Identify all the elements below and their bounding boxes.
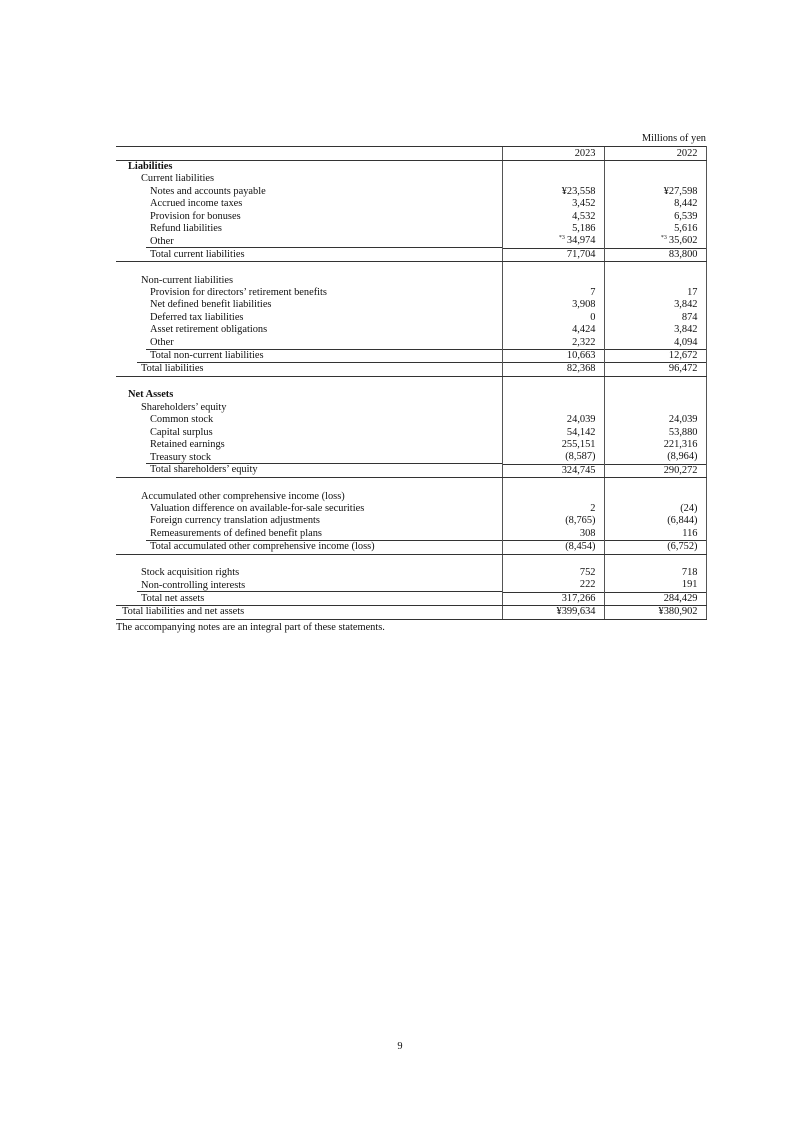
value-2022 <box>604 275 706 287</box>
value-2023 <box>502 198 604 210</box>
value-text: 8,442 <box>674 198 698 210</box>
value-2022 <box>604 606 706 619</box>
value-2023 <box>502 275 604 287</box>
value-2022 <box>604 248 706 261</box>
value-2022 <box>604 427 706 439</box>
value-2022 <box>604 389 706 401</box>
row-label: Accrued income taxes <box>150 198 243 210</box>
value-2023 <box>502 337 604 350</box>
balance-sheet <box>116 132 706 634</box>
value-text: 82,368 <box>566 363 596 375</box>
value-text: (24) <box>680 502 698 514</box>
value-2022 <box>604 592 706 605</box>
table-row <box>116 427 706 439</box>
value-2022 <box>604 350 706 363</box>
table-row <box>116 402 706 414</box>
value-2023 <box>502 312 604 324</box>
spacer-row <box>116 376 706 389</box>
value-2023 <box>502 554 604 567</box>
table-row <box>116 414 706 426</box>
value-2023 <box>502 427 604 439</box>
value-text: 5,186 <box>572 223 596 235</box>
value-text: 284,429 <box>663 592 698 604</box>
value-text: 3,842 <box>674 299 698 311</box>
value-2022 <box>604 554 706 567</box>
column-header-2023: 2023 <box>502 147 604 161</box>
value-2023 <box>502 439 604 451</box>
value-text: 4,532 <box>572 210 596 222</box>
value-2023 <box>502 363 604 376</box>
row-label: Other <box>150 336 174 348</box>
table-row <box>116 275 706 287</box>
row-label: Accumulated other comprehensive income (loss) <box>141 490 345 502</box>
value-2022 <box>604 503 706 515</box>
row-label <box>116 262 502 275</box>
value-text: 255,151 <box>561 438 596 450</box>
value-2023 <box>502 491 604 503</box>
value-2022 <box>604 173 706 185</box>
value-text: 752 <box>579 566 596 578</box>
value-text: 3,842 <box>674 324 698 336</box>
value-text: ¥399,634 <box>556 606 596 618</box>
value-text: 221,316 <box>663 438 698 450</box>
value-2023 <box>502 515 604 527</box>
row-label: Treasury stock <box>150 451 212 463</box>
value-2022 <box>604 235 706 248</box>
value-text: (8,454) <box>565 541 596 553</box>
value-text: 0 <box>590 311 596 323</box>
value-text: 24,039 <box>668 414 698 426</box>
value-text: 53,880 <box>668 426 698 438</box>
value-2023 <box>502 161 604 174</box>
row-label <box>116 554 502 567</box>
value-text: 35,602 <box>668 235 698 247</box>
value-text: 2 <box>590 502 596 514</box>
table-row <box>116 515 706 527</box>
table-row <box>116 287 706 299</box>
unit-label: Millions of yen <box>641 133 706 144</box>
row-label: Remeasurements of defined benefit plans <box>150 527 322 539</box>
value-text: 96,472 <box>668 363 698 375</box>
spacer-row <box>116 262 706 275</box>
value-2022 <box>604 541 706 554</box>
row-label: Other <box>150 235 174 247</box>
row-label: Common stock <box>150 414 214 426</box>
row-label: Total liabilities <box>116 363 502 376</box>
header-row <box>116 147 706 161</box>
footnote: The accompanying notes are an integral part of these statements. <box>116 621 385 633</box>
row-label: Stock acquisition rights <box>141 566 240 578</box>
value-text: 3,908 <box>572 299 596 311</box>
value-text: 3,452 <box>572 198 596 210</box>
row-label: Total shareholders’ equity <box>116 464 502 477</box>
header-label-cell <box>116 147 502 161</box>
value-text: 54,142 <box>566 426 596 438</box>
value-2022 <box>604 223 706 235</box>
table-row <box>116 299 706 311</box>
value-2022 <box>604 337 706 350</box>
value-text: 317,266 <box>561 592 596 604</box>
value-2023 <box>502 389 604 401</box>
value-2023 <box>502 503 604 515</box>
value-2023 <box>502 186 604 198</box>
value-2022 <box>604 198 706 210</box>
row-label: Provision for directors’ retirement benefits <box>150 287 327 299</box>
table-row <box>116 173 706 185</box>
value-2023 <box>502 211 604 223</box>
value-text: ¥27,598 <box>663 185 698 197</box>
value-text: 7 <box>590 287 596 299</box>
row-label: Shareholders’ equity <box>141 401 227 413</box>
value-2023 <box>502 579 604 592</box>
value-2022 <box>604 287 706 299</box>
value-2022 <box>604 579 706 592</box>
value-2023 <box>502 478 604 491</box>
value-text: 24,039 <box>566 414 596 426</box>
value-2022 <box>604 439 706 451</box>
row-label: Foreign currency translation adjustments <box>150 515 320 527</box>
row-label: Notes and accounts payable <box>150 185 266 197</box>
value-text: 308 <box>579 527 596 539</box>
spacer-row <box>116 478 706 491</box>
row-label: Total accumulated other comprehensive income (loss) <box>116 541 502 554</box>
value-text: (6,844) <box>667 515 698 527</box>
row-label: Non-controlling interests <box>141 579 246 591</box>
value-2023 <box>502 262 604 275</box>
value-text: (6,752) <box>667 541 698 553</box>
spacer-row <box>116 554 706 567</box>
row-label: Total current liabilities <box>116 248 502 261</box>
value-2023 <box>502 567 604 579</box>
value-2023 <box>502 376 604 389</box>
row-label: Capital surplus <box>150 426 213 438</box>
value-2022 <box>604 299 706 311</box>
value-2023 <box>502 223 604 235</box>
value-2022 <box>604 186 706 198</box>
table-row <box>116 324 706 336</box>
value-text: ¥23,558 <box>561 185 596 197</box>
row-label: Current liabilities <box>141 173 215 185</box>
value-2023 <box>502 592 604 605</box>
value-2022 <box>604 211 706 223</box>
value-2023 <box>502 324 604 336</box>
row-label: Deferred tax liabilities <box>150 311 244 323</box>
value-2022 <box>604 478 706 491</box>
value-2022 <box>604 402 706 414</box>
table-row <box>116 312 706 324</box>
table-row <box>116 363 706 376</box>
value-2022 <box>604 567 706 579</box>
value-2023 <box>502 235 604 248</box>
value-text: 10,663 <box>566 350 596 362</box>
row-label: Asset retirement obligations <box>150 324 268 336</box>
table-row <box>116 439 706 451</box>
table-row <box>116 350 706 363</box>
footnote-marker: *3 <box>558 235 565 242</box>
balance-sheet-table <box>116 146 707 620</box>
table-row <box>116 567 706 579</box>
value-text: 83,800 <box>668 248 698 260</box>
value-2023 <box>502 528 604 541</box>
value-2023 <box>502 287 604 299</box>
value-text: 17 <box>687 287 698 299</box>
table-row <box>116 223 706 235</box>
value-text: 222 <box>579 579 596 591</box>
row-label: Net defined benefit liabilities <box>150 299 272 311</box>
value-text: 12,672 <box>668 350 698 362</box>
row-label: Net Assets <box>128 389 174 401</box>
row-label: Total net assets <box>116 592 502 605</box>
value-2022 <box>604 451 706 464</box>
value-text: (8,765) <box>565 515 596 527</box>
value-2022 <box>604 312 706 324</box>
row-label: Non-current liabilities <box>141 274 234 286</box>
value-2022 <box>604 528 706 541</box>
value-text: 874 <box>681 311 698 323</box>
value-2023 <box>502 606 604 619</box>
value-text: 4,094 <box>674 336 698 348</box>
value-2022 <box>604 363 706 376</box>
value-text: (8,964) <box>667 451 698 463</box>
table-row <box>116 491 706 503</box>
value-text: 324,745 <box>561 464 596 476</box>
value-2023 <box>502 414 604 426</box>
table-row <box>116 606 706 619</box>
value-text: 4,424 <box>572 324 596 336</box>
value-text: 71,704 <box>566 248 596 260</box>
value-text: 34,974 <box>566 235 596 247</box>
value-2023 <box>502 350 604 363</box>
value-text: 290,272 <box>663 464 698 476</box>
row-label <box>116 478 502 491</box>
footnote-marker: *3 <box>660 235 667 242</box>
value-2023 <box>502 402 604 414</box>
value-2022 <box>604 464 706 477</box>
value-2022 <box>604 161 706 174</box>
value-text: 2,322 <box>572 336 596 348</box>
value-2022 <box>604 324 706 336</box>
row-label: Total liabilities and net assets <box>116 606 502 619</box>
page-number: 9 <box>397 1041 403 1052</box>
table-row <box>116 248 706 261</box>
row-label: Retained earnings <box>150 438 225 450</box>
value-2022 <box>604 414 706 426</box>
table-row <box>116 464 706 477</box>
value-text: 718 <box>681 566 698 578</box>
row-label: Liabilities <box>128 161 173 172</box>
value-text: 6,539 <box>674 210 698 222</box>
table-row <box>116 161 706 174</box>
table-row <box>116 389 706 401</box>
value-2023 <box>502 541 604 554</box>
value-2023 <box>502 173 604 185</box>
value-text: ¥380,902 <box>658 606 698 618</box>
row-label <box>116 376 502 389</box>
value-2023 <box>502 451 604 464</box>
column-header-2022: 2022 <box>604 147 706 161</box>
value-2022 <box>604 491 706 503</box>
table-row <box>116 211 706 223</box>
value-2023 <box>502 248 604 261</box>
row-label: Refund liabilities <box>150 223 222 235</box>
table-row <box>116 592 706 605</box>
row-label: Valuation difference on available-for-sale securities <box>150 502 365 514</box>
row-label: Total non-current liabilities <box>116 350 502 363</box>
value-text: 191 <box>681 579 698 591</box>
table-row <box>116 198 706 210</box>
table-row <box>116 541 706 554</box>
table-row <box>116 186 706 198</box>
row-label: Provision for bonuses <box>150 210 241 222</box>
value-2022 <box>604 376 706 389</box>
table-row <box>116 503 706 515</box>
value-text: 5,616 <box>674 223 698 235</box>
value-2022 <box>604 262 706 275</box>
value-text: 116 <box>682 527 698 539</box>
value-text: (8,587) <box>565 451 596 463</box>
value-2023 <box>502 299 604 311</box>
value-2023 <box>502 464 604 477</box>
value-2022 <box>604 515 706 527</box>
